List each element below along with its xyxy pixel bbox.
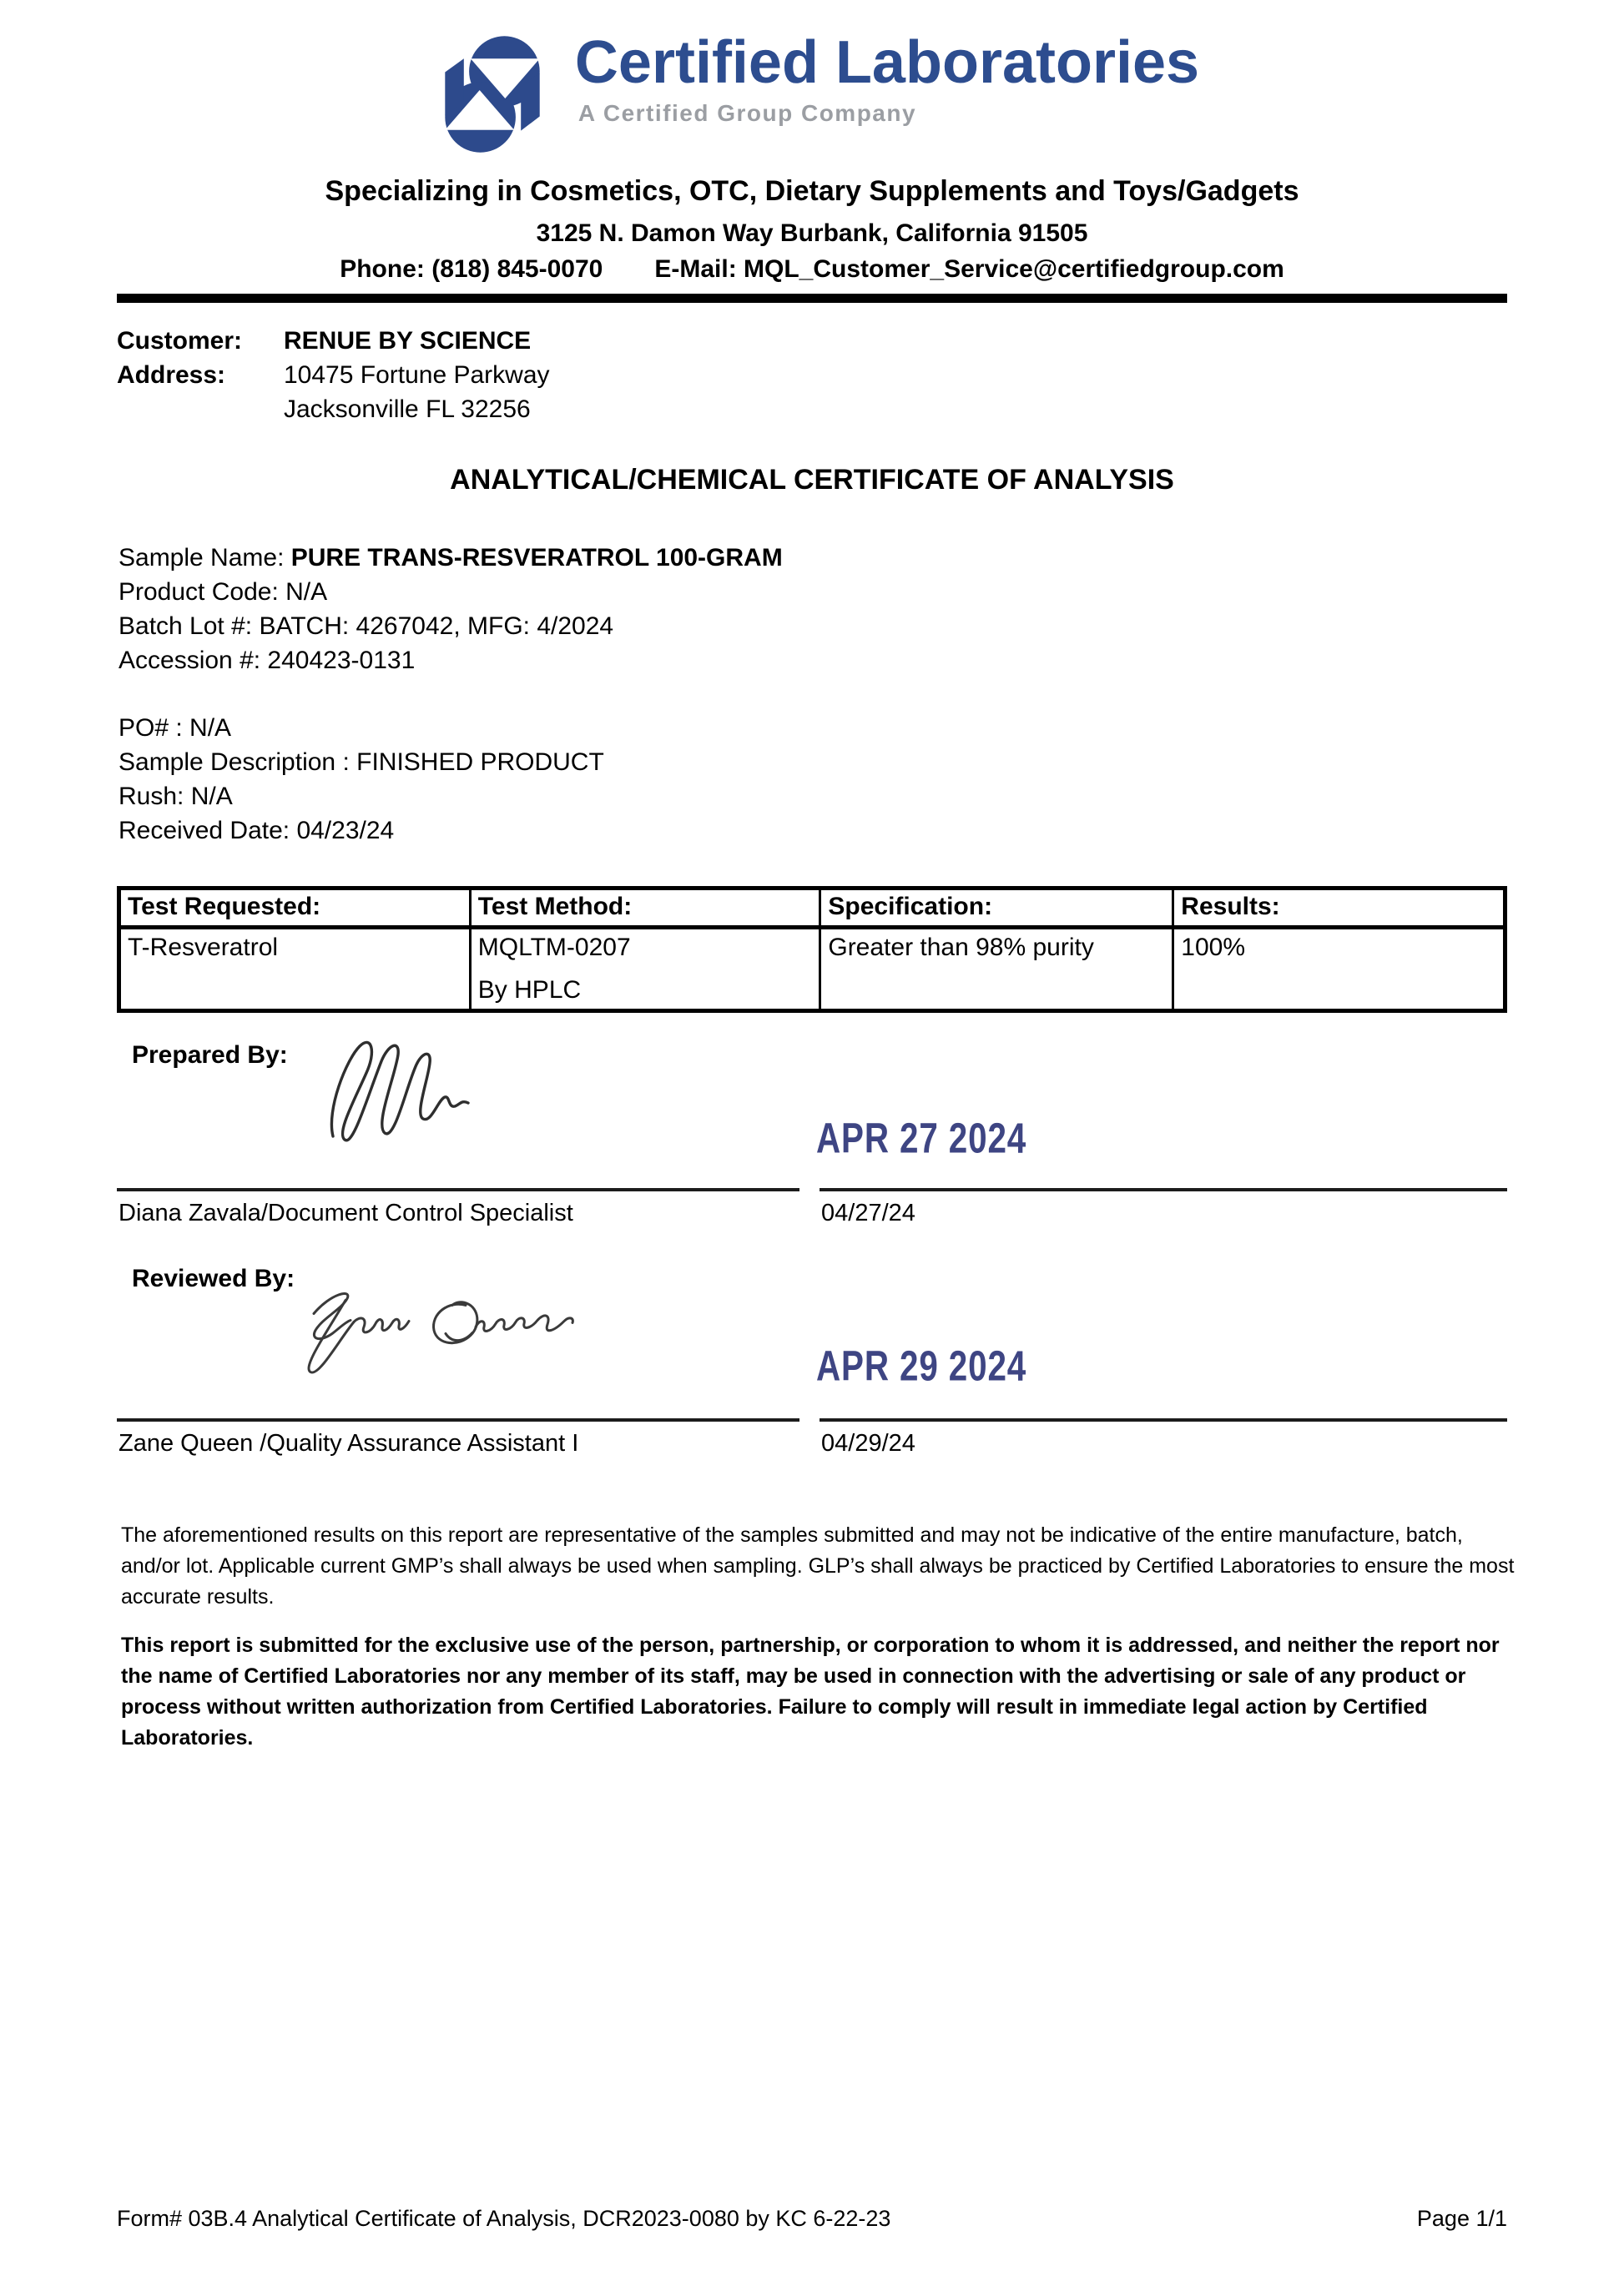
results-table [117,886,1507,1013]
reviewed-date-line [820,1418,1507,1422]
customer-label: Customer: [117,327,243,355]
prepared-date-stamp: APR 27 2024 [816,1114,1027,1162]
prepared-signature [324,1038,476,1155]
col-header-results: Results: [1173,889,1505,928]
prepared-date-line [820,1188,1507,1191]
cell-test-method [470,928,820,1011]
table-row [119,928,1505,1011]
certified-laboratories-logo-icon [425,32,560,157]
sample-name-label: Sample Name: [119,544,291,571]
col-header-specification: Specification: [820,889,1173,928]
cell-specification: Greater than 98% purity [820,928,1173,1011]
prepared-by-label: Prepared By: [132,1041,288,1069]
logo-tagline: A Certified Group Company [577,99,917,126]
po-line: PO# : N/A [119,714,232,742]
cell-test-requested: T-Resveratrol [119,928,471,1011]
sample-name-value: PURE TRANS-RESVERATROL 100-GRAM [290,544,783,571]
customer-name: RENUE BY SCIENCE [284,327,532,355]
results-table-header-row [119,889,1505,928]
document-title: ANALYTICAL/CHEMICAL CERTIFICATE OF ANALYSIS [450,464,1174,496]
logo-wordmark: Certified Laboratories [574,29,1200,96]
customer-address-line2: Jacksonville FL 32256 [284,395,531,423]
received-date-line: Received Date: 04/23/24 [119,817,395,844]
results-disclaimer-paragraph: The aforementioned results on this report are representative of the samples submitted and may not be indicative of the entire manufacture, batch, and/or lot. Applicable current GMP’s shall always be used when sampling. GLP’s shall always be practiced by Certified Laboratories to ensure the most accurate results. [121,1523,1515,1609]
legal-disclaimer-paragraph: This report is submitted for the exclusive use of the person, partnership, or corporation to whom it is addressed, and neither the report nor the name of Certified Laboratories nor any member of its staff, may be used in connection with the advertising or sale of any product or process without written authorization from Certified Laboratories. Failure to comply will result in immediate legal action by Certified Laboratories. [121,1634,1500,1750]
batch-lot-line: Batch Lot #: BATCH: 4267042, MFG: 4/2024 [119,612,614,640]
specializing-line: Specializing in Cosmetics, OTC, Dietary Supplements and Toys/Gadgets [325,175,1299,207]
lab-phone: Phone: (818) 845-0070 [340,255,603,283]
lab-address-line: 3125 N. Damon Way Burbank, California 91505 [536,219,1088,247]
prepared-name-title: Diana Zavala/Document Control Specialist [119,1200,573,1226]
reviewed-date: 04/29/24 [821,1430,915,1457]
product-code-line: Product Code: N/A [119,578,328,606]
sample-description-line: Sample Description : FINISHED PRODUCT [119,748,604,776]
sample-info-block [119,541,783,677]
page-footer [117,2206,1507,2232]
address-label: Address: [117,361,226,389]
reviewed-by-label: Reviewed By: [132,1265,295,1292]
accession-line: Accession #: 240423-0131 [119,647,416,674]
contact-line [0,255,1624,284]
page-number: Page 1/1 [1416,2206,1507,2231]
order-info-block [119,711,604,848]
reviewed-name-title: Zane Queen /Quality Assurance Assistant I [119,1430,579,1457]
reviewed-signature [302,1279,577,1377]
rush-line: Rush: N/A [119,783,233,810]
reviewed-signature-line [117,1418,799,1422]
col-header-test-requested: Test Requested: [119,889,471,928]
cell-result: 100% [1173,928,1505,1011]
test-method-line1: MQLTM-0207 [477,934,631,961]
reviewed-date-stamp: APR 29 2024 [816,1342,1027,1390]
sample-name-line [119,541,783,575]
customer-block [117,324,550,426]
lab-email: E-Mail: MQL_Customer_Service@certifiedgroup.com [654,255,1284,283]
logo [0,29,1624,157]
customer-address-line1: 10475 Fortune Parkway [284,361,550,389]
header-divider-rule [117,294,1507,303]
prepared-date: 04/27/24 [821,1200,915,1226]
form-number: Form# 03B.4 Analytical Certificate of Analysis, DCR2023-0080 by KC 6-22-23 [117,2206,891,2231]
prepared-signature-line [117,1188,799,1191]
col-header-test-method: Test Method: [470,889,820,928]
test-method-line2: By HPLC [477,976,582,1004]
